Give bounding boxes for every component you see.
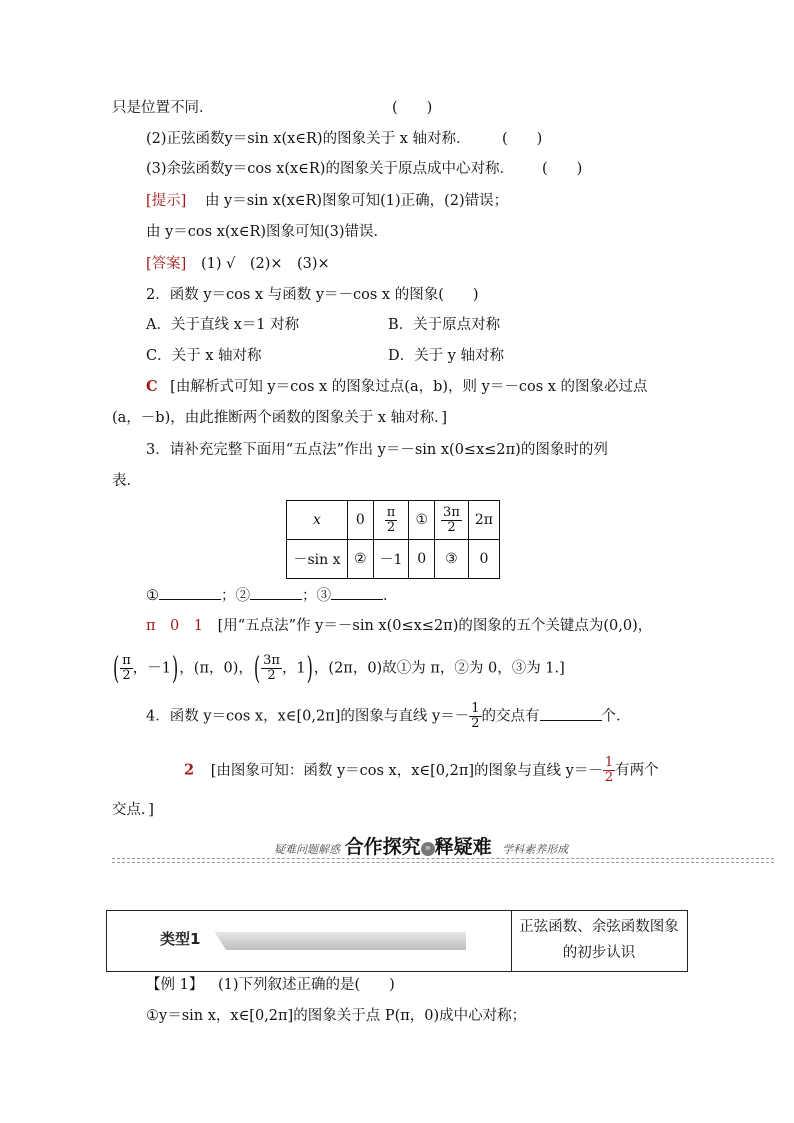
answer-blank [159,585,221,600]
double-chevron-icon: » [421,842,435,856]
section-banner: 疑难问题解惑 合作探究 » 释疑难 学科素养形成 [274,836,569,858]
hint-label: [提示] [146,193,187,209]
table-cell: 0 [348,501,374,540]
q2-option-c: C．关于 x 轴对称 [146,348,262,364]
type-title: 正弦函数、余弦函数图象的初步认识 [519,919,679,961]
q1-answer: [答案] (1) √ (2)× (3)× [146,256,330,272]
q3-explanation-2: ( $\frac{\pi}{2}$ ，－1)，(π，0)，( $\frac{3\pi}{2}$ ，1)，(2π，0)故①为 π，②为 0，③为 1.] [113,649,565,686]
answer-blank [540,706,602,721]
five-point-table [286,500,500,579]
answer-label: [答案] [146,256,187,272]
q1-line-c-paren: ( ) [542,161,583,177]
table-cell: x [287,501,348,540]
q1-hint-line-1: [提示] 由 y＝sin x(x∈R)图象可知(1)正确，(2)错误； [146,193,509,209]
q4-answer: 2 [184,761,195,779]
divider [112,862,774,863]
q4-stem: 4．函数 y＝cos x，x∈[0,2π]的图象与直线 y＝－ $\frac{1}{2}$ 的交点有 个． [146,701,631,731]
q3-blanks: ① ；② ；③ ． [146,585,398,606]
table-cell: 0 [468,540,499,579]
table-cell: 0 [409,540,435,579]
answer-blank [250,585,302,600]
table-cell: ② [348,540,374,579]
example-label: 【例 1】 [146,977,204,993]
table-cell: ③ [435,540,469,579]
q2-explanation-2: (a，－b)，由此推断两个函数的图象关于 x 轴对称．] [112,410,448,426]
table-cell: 2π [468,501,499,540]
table-cell [435,501,469,540]
q2-answer: C [146,378,158,395]
q4-explanation-2: 交点．] [112,802,154,818]
q2-option-b: B．关于原点对称 [388,317,501,333]
q3-explanation-1: π 0 1 [用“五点法”作 y＝－sin x(0≤x≤2π)的图象的五个关键点为(0,0)， [146,618,653,634]
q3-answer: π 0 1 [146,618,203,634]
q1-line-b-paren: ( ) [502,131,543,147]
fraction: $\frac{3\pi}{2}$ [443,504,460,535]
q4-explanation-1: 2 [由图象可知：函数 y＝cos x，x∈[0,2π]的图象与直线 y＝－ $\frac{1}{2}$ 有两个 [184,755,659,785]
fraction: $\frac{1}{2}$ [471,701,480,731]
q2-option-a: A．关于直线 x＝1 对称 [146,317,300,333]
fraction: $\frac{\pi}{2}$ [122,653,131,683]
example-item-1: ①y＝sin x，x∈[0,2π]的图象关于点 P(π，0)成中心对称； [146,1008,527,1024]
type-label: 类型1 [150,928,212,950]
q2-stem: 2．函数 y＝cos x 与函数 y＝－cos x 的图象( ) [146,287,479,303]
q1-line-a: 只是位置不同． [112,100,214,116]
table-row [287,501,500,540]
fraction: $\frac{3\pi}{2}$ [263,653,280,683]
table-cell: －1 [373,540,409,579]
divider [112,858,774,859]
table-cell [373,501,409,540]
answer-blank [331,585,383,600]
table-cell: ① [409,501,435,540]
fraction: $\frac{\pi}{2}$ [386,504,396,535]
q1-line-b: (2)正弦函数y＝sin x(x∈R)的图象关于 x 轴对称． [146,131,471,147]
fraction: $\frac{1}{2}$ [604,755,614,785]
q1-line-a-paren: ( ) [392,100,433,116]
q1-line-c: (3)余弦函数y＝cos x(x∈R)的图象关于原点成中心对称． [146,161,514,177]
q1-hint-line-2: 由 y＝cos x(x∈R)图象可知(3)错误． [146,224,389,240]
banner-title-a: 合作探究 [344,836,421,858]
q2-option-d: D．关于 y 轴对称 [388,348,505,364]
q2-explanation-1: C [由解析式可知 y＝cos x 的图象过点(a，b)，则 y＝－cos x 的图象必过点 [146,378,648,395]
q3-stem-2: 表． [112,473,141,489]
q3-stem-1: 3．请补充完整下面用“五点法”作出 y＝－sin x(0≤x≤2π)的图象时的列 [146,442,608,458]
table-cell: －sin x [287,540,348,579]
table-row [287,540,500,579]
example-question: 【例 1】 (1)下列叙述正确的是( ) [146,977,395,993]
banner-title-b: 释疑难 [434,836,492,858]
